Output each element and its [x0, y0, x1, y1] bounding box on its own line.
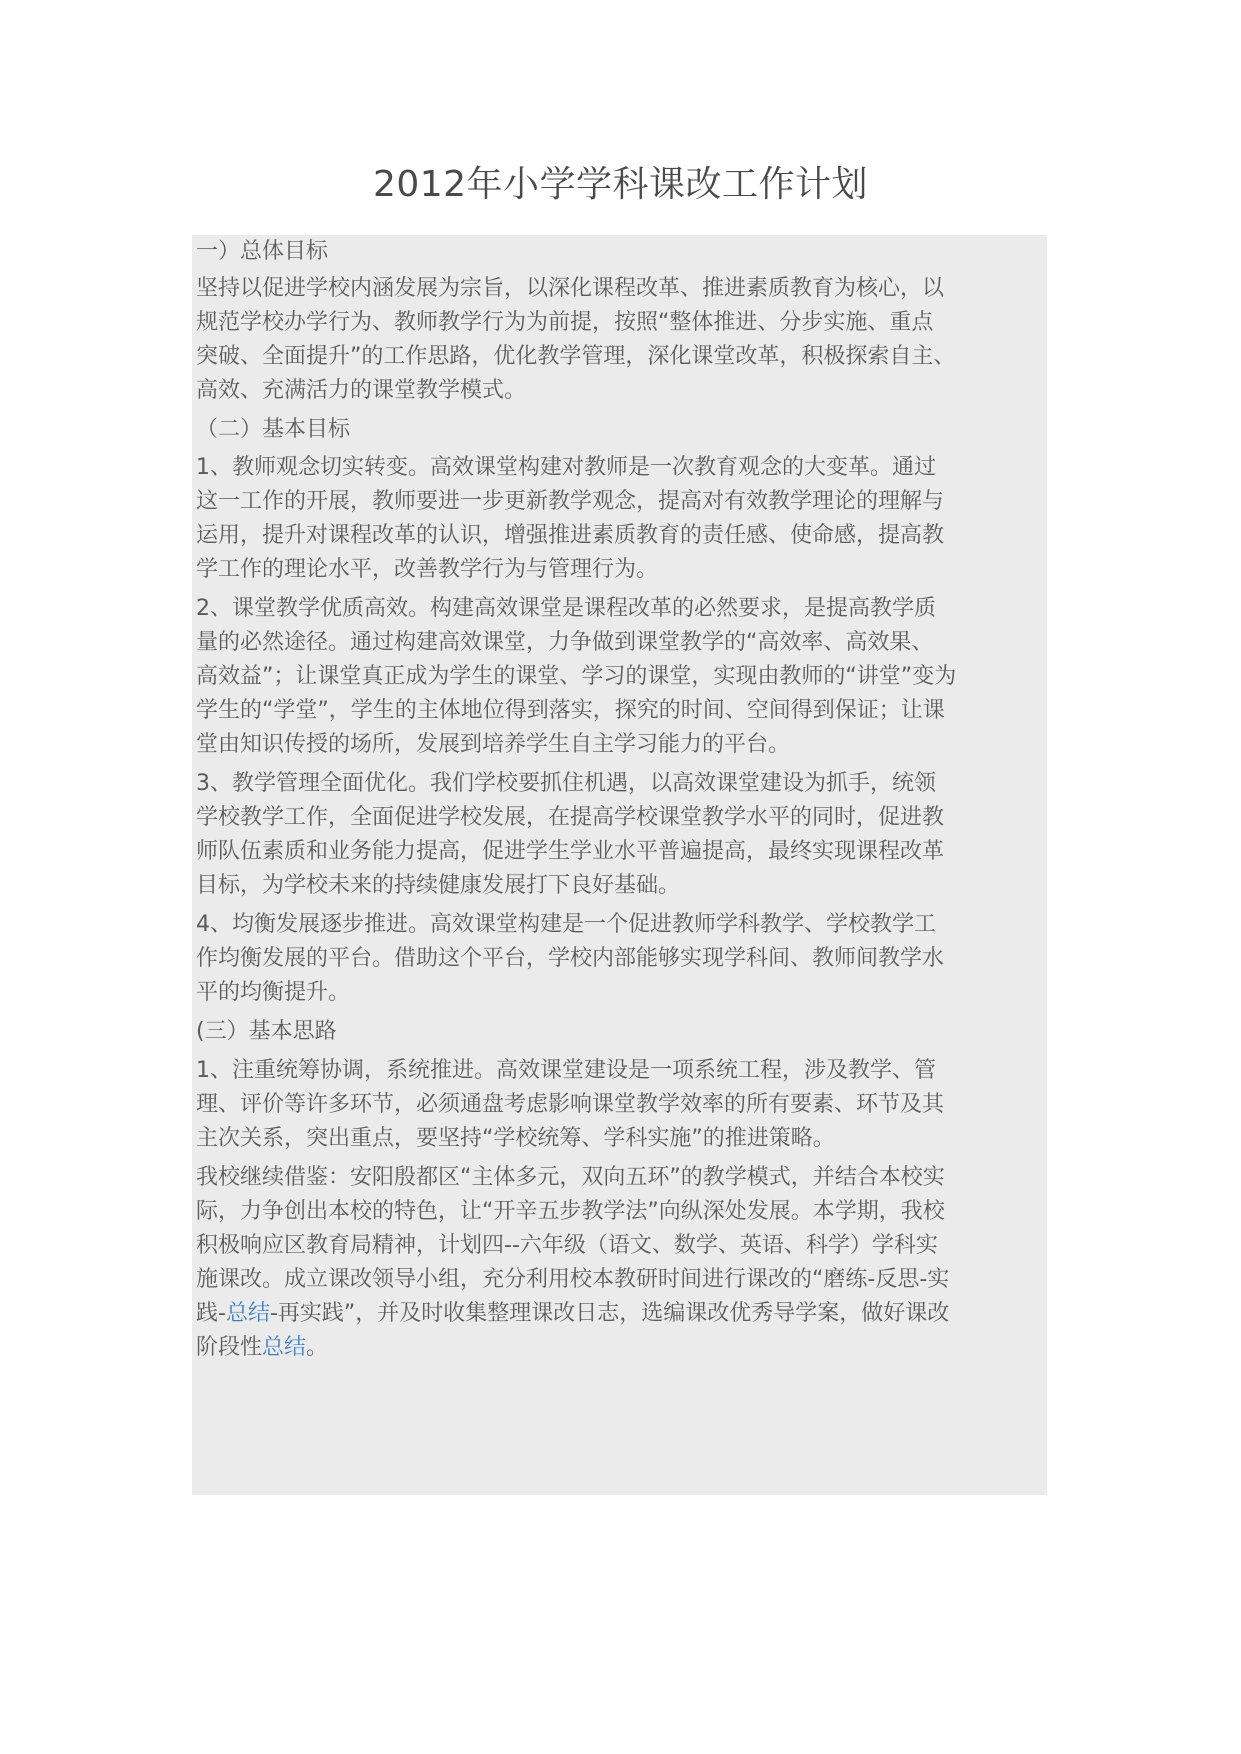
paragraph-line: 平的均衡提升。: [196, 980, 351, 1005]
paragraph-line: 4、均衡发展逐步推进。高效课堂构建是一个促进教师学科教学、学校教学工: [196, 912, 936, 937]
paragraph-line: 主次关系，突出重点，要坚持“学校统筹、学科实施”的推进策略。: [196, 1126, 835, 1151]
paragraph-line: 高效、充满活力的课堂教学模式。: [196, 378, 527, 403]
paragraph-line: 3、教学管理全面优化。我们学校要抓住机遇，以高效课堂建设为抓手，统领: [196, 771, 936, 796]
text-segment: 。: [306, 1335, 329, 1360]
paragraph-line: 学校教学工作，全面促进学校发展，在提高学校课堂教学水平的同时，促进教: [196, 805, 945, 830]
paragraph-line: 1、注重统筹协调，系统推进。高效课堂建设是一项系统工程，涉及教学、管: [196, 1058, 936, 1083]
paragraph-line: 师队伍素质和业务能力提高，促进学生学业水平普遍提高，最终实现课程改革: [196, 839, 945, 864]
paragraph-line: 坚持以促进学校内涵发展为宗旨，以深化课程改革、推进素质教育为核心，以: [196, 276, 945, 301]
paragraph-line: 我校继续借鉴：安阳殷都区“主体多元，双向五环”的教学模式，并结合本校实: [196, 1165, 945, 1190]
paragraph-line-with-link: [196, 1333, 328, 1363]
paragraph-line: 2、课堂教学优质高效。构建高效课堂是课程改革的必然要求，是提高教学质: [196, 596, 936, 621]
summary-link[interactable]: 总结: [262, 1335, 307, 1360]
paragraph-line: 高效益”；让课堂真正成为学生的课堂、学习的课堂，实现由教师的“讲堂”变为: [196, 664, 957, 689]
section-heading: 一）总体目标: [196, 239, 329, 264]
paragraph-line: 学工作的理论水平，改善教学行为与管理行为。: [196, 557, 659, 582]
paragraph-line-with-link: [196, 1299, 949, 1329]
paragraph-line: 堂由知识传授的场所，发展到培养学生自主学习能力的平台。: [196, 732, 791, 757]
paragraph-line: 际，力争创出本校的特色，让“开辛五步教学法”向纵深处发展。本学期，我校: [196, 1199, 945, 1224]
paragraph-line: 规范学校办学行为、教师教学行为为前提，按照“整体推进、分步实施、重点: [196, 310, 934, 335]
text-segment: 践-: [196, 1301, 226, 1326]
paragraph-line: 目标，为学校未来的持续健康发展打下良好基础。: [196, 873, 681, 898]
text-segment: 阶段性: [196, 1335, 263, 1360]
paragraph-line: 这一工作的开展，教师要进一步更新教学观念，提高对有效教学理论的理解与: [196, 489, 945, 514]
paragraph-line: 积极响应区教育局精神，计划四--六年级（语文、数学、英语、科学）学科实: [196, 1233, 938, 1258]
paragraph-line: 量的必然途径。通过构建高效课堂，力争做到课堂教学的“高效率、高效果、: [196, 630, 934, 655]
paragraph-line: 学生的“学堂”，学生的主体地位得到落实，探究的时间、空间得到保证；让课: [196, 698, 945, 723]
summary-link[interactable]: 总结: [225, 1301, 270, 1326]
text-segment: -再实践”，并及时收集整理课改日志，选编课改优秀导学案，做好课改: [269, 1301, 950, 1326]
paragraph-line: 运用，提升对课程改革的认识，增强推进素质教育的责任感、使命感，提高教: [196, 523, 945, 548]
paragraph-line: 施课改。成立课改领导小组，充分利用校本教研时间进行课改的“磨练-反思-实: [196, 1267, 950, 1292]
section-heading: （二）基本目标: [196, 417, 351, 442]
section-heading: (三）基本思路: [196, 1019, 337, 1044]
paragraph-line: 突破、全面提升”的工作思路，优化教学管理，深化课堂改革，积极探索自主、: [196, 344, 956, 369]
paragraph-line: 作均衡发展的平台。借助这个平台，学校内部能够实现学科间、教师间教学水: [196, 946, 945, 971]
paragraph-line: 理、评价等许多环节，必须通盘考虑影响课堂教学效率的所有要素、环节及其: [196, 1092, 945, 1117]
document-title: 2012年小学学科课改工作计划: [372, 164, 869, 205]
paragraph-line: 1、教师观念切实转变。高效课堂构建对教师是一次教育观念的大变革。通过: [196, 455, 936, 480]
